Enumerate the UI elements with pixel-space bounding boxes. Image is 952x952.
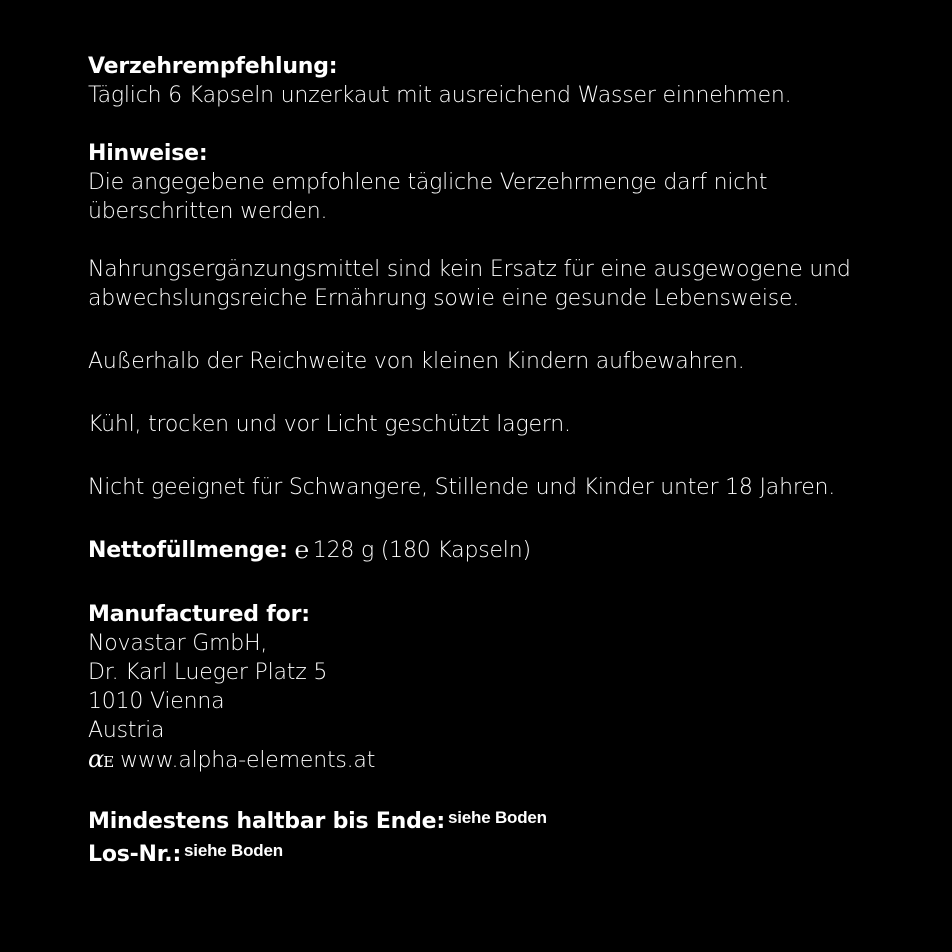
website-url[interactable]: www.alpha-elements.at bbox=[120, 748, 376, 773]
note-storage: Kühl, trocken und vor Licht geschützt lagern. bbox=[88, 412, 571, 437]
note-no-substitute: Nahrungsergänzungsmittel sind kein Ersatz für eine ausgewogene und abwechslungsreiche Ernährung sowie eine gesunde Lebensweise. bbox=[88, 257, 851, 311]
manufacturer-country: Austria bbox=[88, 718, 165, 743]
note-max-dose: Die angegebene empfohlene tägliche Verzehrmenge darf nicht überschritten werden. bbox=[88, 170, 768, 224]
note-not-suitable: Nicht geeignet für Schwangere, Stillende und Kinder unter 18 Jahren. bbox=[88, 475, 836, 500]
manufacturer-heading: Manufactured for: bbox=[88, 602, 310, 627]
net-quantity-label: Nettofüllmenge: bbox=[88, 538, 288, 563]
best-before-section bbox=[88, 803, 938, 836]
note-children: Außerhalb der Reichweite von kleinen Kindern aufbewahren. bbox=[88, 349, 745, 374]
alpha-elements-logo-icon: αE bbox=[88, 745, 115, 773]
dosage-text: Täglich 6 Kapseln unzerkaut mit ausreichend Wasser einnehmen. bbox=[88, 83, 792, 108]
lot-section bbox=[88, 836, 938, 869]
manufacturer-street: Dr. Karl Lueger Platz 5 bbox=[88, 660, 328, 685]
dosage-section bbox=[88, 52, 938, 110]
best-before-value: siehe Boden bbox=[447, 808, 547, 827]
dosage-heading: Verzehrempfehlung: bbox=[88, 54, 338, 79]
net-quantity-section bbox=[88, 536, 938, 565]
net-quantity-value: 128 g (180 Kapseln) bbox=[312, 538, 531, 563]
estimated-sign-icon: ℮ bbox=[294, 536, 309, 564]
product-label-text bbox=[88, 52, 938, 869]
manufacturer-city: 1010 Vienna bbox=[88, 689, 225, 714]
lot-label: Los-Nr.: bbox=[88, 842, 182, 867]
notes-section bbox=[88, 139, 938, 502]
manufacturer-section bbox=[88, 600, 938, 777]
manufacturer-company: Novastar GmbH, bbox=[88, 631, 268, 656]
best-before-label: Mindestens haltbar bis Ende: bbox=[88, 809, 445, 834]
notes-heading: Hinweise: bbox=[88, 141, 208, 166]
lot-value: siehe Boden bbox=[184, 841, 283, 860]
website-line bbox=[88, 745, 938, 777]
